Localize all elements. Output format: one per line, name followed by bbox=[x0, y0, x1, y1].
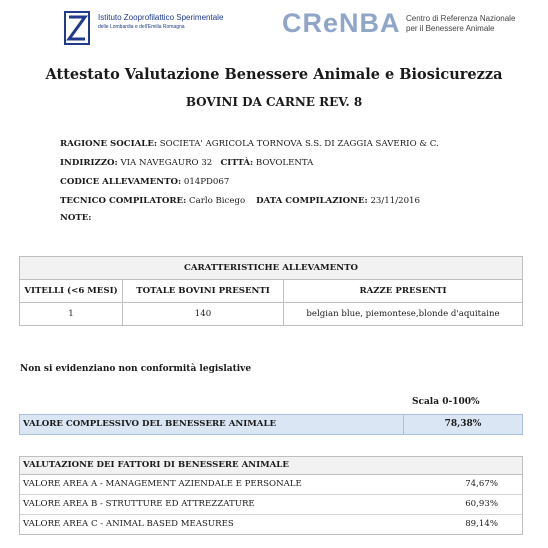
data-value: 23/11/2016 bbox=[370, 196, 420, 206]
citta-value: BOVOLENTA bbox=[255, 158, 314, 168]
area-c-label: VALORE AREA C - ANIMAL BASED MEASURES bbox=[23, 519, 234, 529]
info-ragione bbox=[60, 139, 439, 149]
area-a-label: VALORE AREA A - MANAGEMENT AZIENDALE E PERSONALE bbox=[23, 479, 302, 489]
info-indirizzo bbox=[60, 158, 313, 168]
crenba-logo: CReNBA bbox=[282, 8, 401, 38]
indirizzo-label: INDIRIZZO: bbox=[60, 158, 118, 168]
izs-subtitle: delle Lombardia e dell'Emilia Romagna bbox=[98, 24, 185, 30]
ragione-label: RAGIONE SOCIALE: bbox=[60, 139, 158, 149]
characteristics-value-row bbox=[20, 303, 522, 325]
tecnico-value: Carlo Bicego bbox=[189, 196, 246, 206]
value-vitelli: 1 bbox=[20, 303, 123, 325]
characteristics-title: CARATTERISTICHE ALLEVAMENTO bbox=[20, 257, 522, 280]
indirizzo-value: VIA NAVEGAURO 32 bbox=[120, 158, 213, 168]
table-row bbox=[20, 515, 522, 534]
tecnico-label: TECNICO COMPILATORE: bbox=[60, 196, 187, 206]
table-row bbox=[20, 495, 522, 515]
overall-value: 78,38% bbox=[403, 415, 522, 434]
note-label: NOTE: bbox=[60, 213, 92, 223]
area-b-label: VALORE AREA B - STRUTTURE ED ATTREZZATURE bbox=[23, 499, 255, 509]
area-b-value: 60,93% bbox=[465, 499, 498, 509]
izs-logo-icon bbox=[64, 11, 90, 45]
izs-name-block bbox=[98, 14, 223, 31]
header-razze: RAZZE PRESENTI bbox=[359, 286, 447, 296]
value-totale-bovini: 140 bbox=[123, 303, 284, 325]
area-a-value: 74,67% bbox=[465, 479, 498, 489]
ragione-value: SOCIETA' AGRICOLA TORNOVA S.S. DI ZAGGIA SAVERIO & C. bbox=[159, 139, 439, 149]
overall-label: VALORE COMPLESSIVO DEL BENESSERE ANIMALE bbox=[23, 419, 277, 429]
data-label: DATA COMPILAZIONE: bbox=[256, 196, 368, 206]
characteristics-header-row bbox=[20, 280, 522, 303]
codice-value: 014PD067 bbox=[183, 177, 230, 187]
crenba-line2: per il Benessere Animale bbox=[406, 24, 495, 33]
crenba-description bbox=[406, 14, 515, 34]
crenba-line1: Centro di Referenza Nazionale bbox=[406, 14, 516, 23]
nonconformity-statement: Non si evidenziano non conformità legislative bbox=[20, 364, 252, 374]
document-subtitle: BOVINI DA CARNE REV. 8 bbox=[185, 95, 363, 109]
characteristics-table bbox=[19, 256, 523, 326]
info-codice bbox=[60, 177, 229, 187]
area-c-value: 89,14% bbox=[465, 519, 498, 529]
info-note bbox=[60, 213, 91, 223]
scale-label: Scala 0-100% bbox=[412, 397, 480, 407]
info-tecnico bbox=[60, 196, 420, 206]
value-razze: belgian blue, piemontese,blonde d'aquitaine bbox=[306, 309, 500, 319]
factors-table bbox=[19, 456, 523, 535]
document-title: Attestato Valutazione Benessere Animale e Biosicurezza bbox=[45, 66, 503, 83]
izs-name: Istituto Zooprofilattico Sperimentale bbox=[98, 13, 224, 22]
codice-label: CODICE ALLEVAMENTO: bbox=[60, 177, 182, 187]
header-totale-bovini: TOTALE BOVINI PRESENTI bbox=[123, 280, 284, 302]
overall-welfare-row bbox=[19, 414, 523, 435]
factors-title: VALUTAZIONE DEI FATTORI DI BENESSERE ANIMALE bbox=[20, 457, 522, 475]
citta-label: CITTÀ: bbox=[220, 158, 254, 168]
table-row bbox=[20, 475, 522, 495]
header-vitelli: VITELLI (<6 MESI) bbox=[20, 280, 123, 302]
